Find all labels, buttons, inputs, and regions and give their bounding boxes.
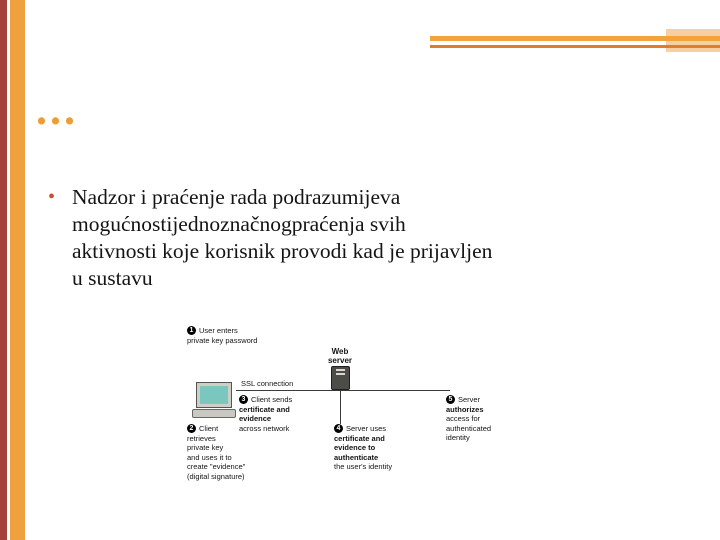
web-server-label: Web server — [327, 347, 353, 365]
step-3-text: Client sends certificate and evidence across network — [239, 395, 293, 433]
bullet-text: Nadzor i praćenje rada podrazumijeva mogućnostijednoznačnogpraćenja svih aktivnosti koje korisnik provodi kad je prijavljen u sustavu — [72, 185, 493, 290]
ssl-connection-label: SSL connection — [241, 379, 294, 388]
left-stripe-dark — [0, 0, 7, 540]
step-3-number-badge: 3 — [239, 395, 248, 404]
client-computer-icon — [192, 383, 236, 418]
ssl-authentication-diagram — [184, 322, 524, 502]
step-1-number-badge: 1 — [187, 326, 196, 335]
top-right-bar-lower — [430, 45, 720, 48]
diagram-step-1 — [187, 326, 257, 345]
laptop-screen — [197, 383, 231, 407]
server-slot-detail — [336, 369, 345, 371]
diagram-step-4 — [334, 424, 392, 472]
step-4-number-badge: 4 — [334, 424, 343, 433]
web-server-icon — [331, 366, 350, 390]
step-2-text: Client retrieves private key and uses it to create "evidence" (digital signature) — [187, 424, 246, 481]
bullet-marker: • — [48, 186, 56, 208]
step-4-text: Server uses certificate and evidence to authenticate the user's identity — [334, 424, 393, 471]
server-connector-line — [340, 390, 341, 424]
diagram-step-2 — [187, 424, 245, 481]
step-1-text: User enters private key password — [187, 326, 258, 345]
diagram-step-3 — [239, 395, 292, 433]
step-5-number-badge: 5 — [446, 395, 455, 404]
step-5-text: Server authorizes access for authenticated identity — [446, 395, 492, 442]
ssl-connection-line — [236, 390, 450, 391]
slide-title: ... — [36, 85, 78, 134]
step-2-number-badge: 2 — [187, 424, 196, 433]
server-slot-detail — [336, 373, 345, 375]
top-right-bar-upper — [430, 36, 720, 41]
left-stripe-orange — [10, 0, 25, 540]
diagram-step-5 — [446, 395, 491, 443]
bullet-item — [48, 184, 492, 292]
laptop-keyboard — [192, 409, 236, 418]
